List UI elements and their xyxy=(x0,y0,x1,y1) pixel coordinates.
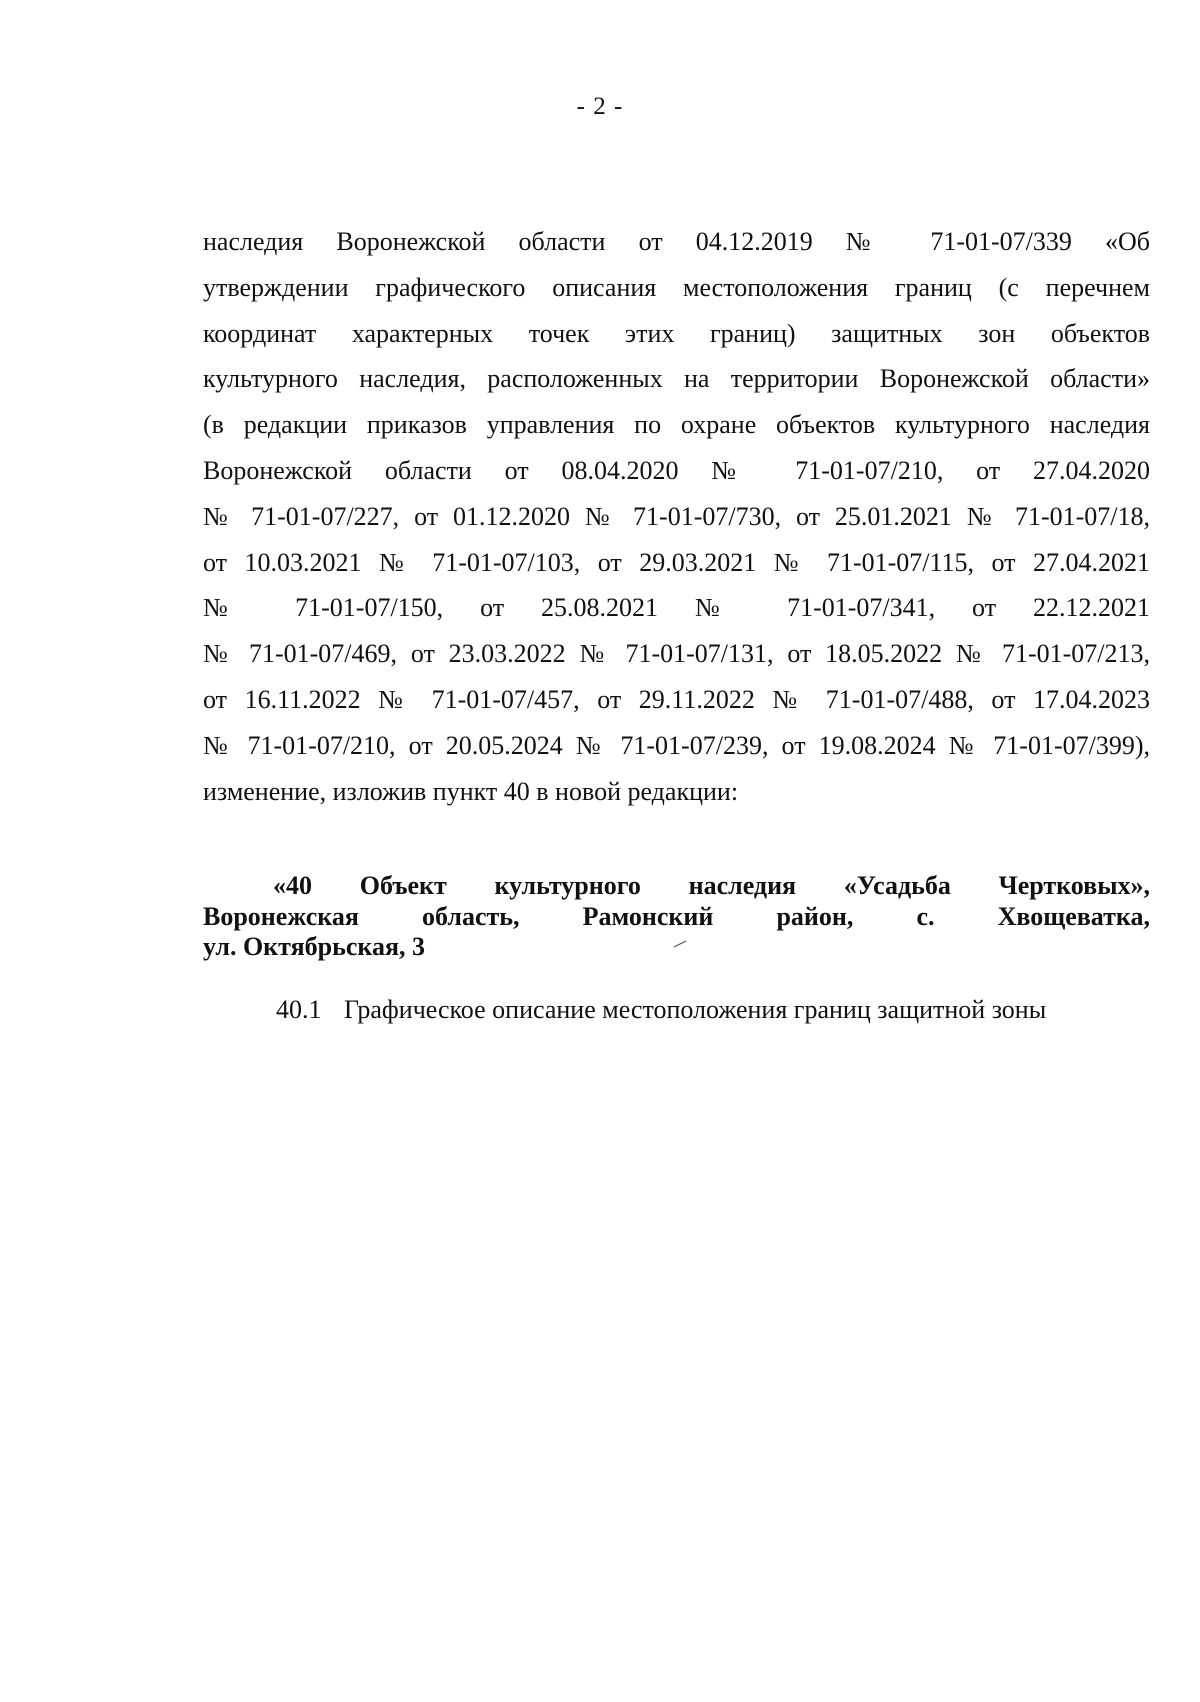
heading-line: Воронежская область, Рамонский район, с. Хвощеватка, xyxy=(203,901,1150,931)
subsection-number: 40.1 xyxy=(276,995,322,1024)
heading-line: «40 Объект культурного наследия «Усадьба Чертковых», xyxy=(273,871,1150,900)
pen-mark xyxy=(673,940,687,948)
item-40-heading xyxy=(203,871,1150,963)
paragraph-line: № 71-01-07/150, от 25.08.2021 № 71-01-07/341, от 22.12.2021 xyxy=(203,593,1150,623)
heading-line: ул. Октябрьская, 3 xyxy=(203,932,426,961)
paragraph-line: № 71-01-07/227, от 01.12.2020 № 71-01-07/730, от 25.01.2021 № 71-01-07/18, xyxy=(203,501,1150,531)
main-paragraph xyxy=(203,219,1150,814)
paragraph-line: координат характерных точек этих границ) защитных зон объектов xyxy=(203,318,1150,348)
paragraph-line: от 16.11.2022 № 71-01-07/457, от 29.11.2022 № 71-01-07/488, от 17.04.2023 xyxy=(203,684,1150,714)
paragraph-line: наследия Воронежской области от 04.12.2019 № 71-01-07/339 «Об xyxy=(203,227,1150,256)
paragraph-line: № 71-01-07/210, от 20.05.2024 № 71-01-07/239, от 19.08.2024 № 71-01-07/399), xyxy=(203,730,1150,760)
subsection-heading xyxy=(276,993,1046,1027)
paragraph-line: культурного наследия, расположенных на территории Воронежской области» xyxy=(203,364,1150,394)
paragraph-line: изменение, изложив пункт 40 в новой редакции: xyxy=(203,776,739,806)
paragraph-line: утверждении графического описания местоположения границ (с перечнем xyxy=(203,272,1150,302)
paragraph-line: (в редакции приказов управления по охране объектов культурного наследия xyxy=(203,410,1150,440)
paragraph-line: Воронежской области от 08.04.2020 № 71-01-07/210, от 27.04.2020 xyxy=(203,455,1150,485)
paragraph-line: от 10.03.2021 № 71-01-07/103, от 29.03.2021 № 71-01-07/115, от 27.04.2021 xyxy=(203,547,1150,577)
subsection-title: Графическое описание местоположения границ защитной зоны xyxy=(344,995,1047,1024)
paragraph-line: № 71-01-07/469, от 23.03.2022 № 71-01-07/131, от 18.05.2022 № 71-01-07/213, xyxy=(203,639,1150,669)
page-number: - 2 - xyxy=(576,93,624,120)
